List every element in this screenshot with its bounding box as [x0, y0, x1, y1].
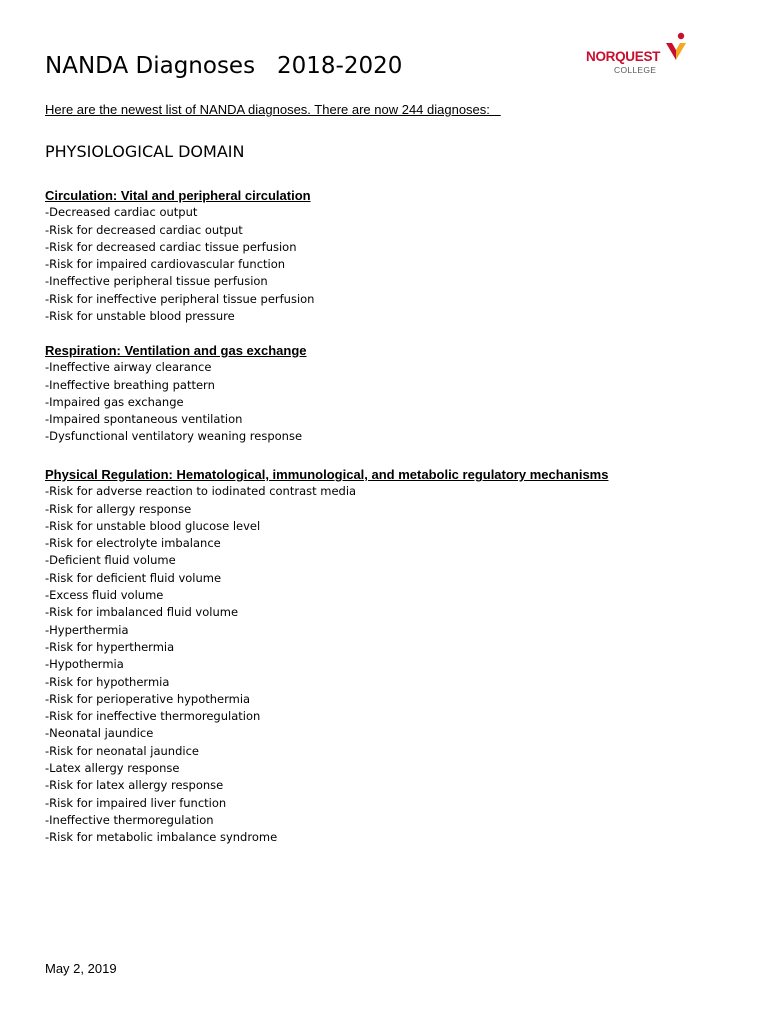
list-item: -Ineffective thermoregulation [45, 812, 214, 827]
list-item: -Ineffective breathing pattern [45, 377, 215, 392]
list-item: -Risk for neonatal jaundice [45, 743, 199, 758]
list-item: -Risk for impaired liver function [45, 795, 227, 810]
list-item: -Ineffective airway clearance [45, 360, 212, 375]
list-item: -Risk for decreased cardiac output [45, 222, 243, 237]
footer-date: May 2, 2019 [45, 961, 117, 976]
list-item: -Risk for metabolic imbalance syndrome [45, 830, 278, 845]
list-item: -Risk for allergy response [45, 501, 192, 516]
logo-subtitle: COLLEGE [614, 65, 657, 75]
list-item: -Risk for ineffective thermoregulation [45, 709, 261, 724]
norquest-college-logo [586, 32, 686, 78]
section-title: Circulation: Vital and peripheral circulation [45, 188, 311, 203]
page-title: NANDA Diagnoses 2018-2020 [45, 53, 403, 79]
diagnosis-list [45, 204, 745, 325]
section-title: Respiration: Ventilation and gas exchange [45, 343, 307, 358]
list-item: -Risk for hyperthermia [45, 639, 175, 654]
list-item: -Hyperthermia [45, 622, 129, 637]
list-item: -Decreased cardiac output [45, 205, 198, 220]
list-item: -Risk for deficient fluid volume [45, 570, 222, 585]
logo-mark-icon [665, 32, 687, 62]
domain-heading: PHYSIOLOGICAL DOMAIN [45, 142, 245, 161]
diagnosis-list [45, 359, 745, 445]
list-item: -Hypothermia [45, 657, 124, 672]
list-item: -Risk for hypothermia [45, 674, 170, 689]
section-physical-regulation [45, 466, 745, 847]
list-item: -Risk for imbalanced fluid volume [45, 605, 239, 620]
list-item: -Dysfunctional ventilatory weaning response [45, 429, 303, 444]
list-item: -Risk for electrolyte imbalance [45, 536, 221, 551]
list-item: -Risk for unstable blood pressure [45, 309, 235, 324]
list-item: -Risk for perioperative hypothermia [45, 691, 251, 706]
list-item: -Risk for latex allergy response [45, 778, 224, 793]
section-circulation [45, 187, 745, 325]
intro-text: Here are the newest list of NANDA diagnoses. There are now 244 diagnoses: [45, 102, 501, 117]
list-item: -Latex allergy response [45, 761, 180, 776]
list-item: -Risk for unstable blood glucose level [45, 518, 261, 533]
list-item: -Excess fluid volume [45, 588, 164, 603]
list-item: -Risk for impaired cardiovascular function [45, 257, 286, 272]
list-item: -Neonatal jaundice [45, 726, 154, 741]
section-title: Physical Regulation: Hematological, immunological, and metabolic regulatory mechanisms [45, 467, 609, 482]
section-respiration [45, 342, 745, 446]
list-item: -Impaired gas exchange [45, 394, 184, 409]
list-item: -Risk for decreased cardiac tissue perfusion [45, 239, 297, 254]
diagnosis-list [45, 483, 745, 846]
list-item: -Risk for ineffective peripheral tissue perfusion [45, 291, 315, 306]
list-item: -Risk for adverse reaction to iodinated contrast media [45, 484, 357, 499]
logo-wordmark: NORQUEST [586, 49, 661, 64]
list-item: -Ineffective peripheral tissue perfusion [45, 274, 268, 289]
list-item: -Impaired spontaneous ventilation [45, 412, 243, 427]
list-item: -Deficient fluid volume [45, 553, 176, 568]
